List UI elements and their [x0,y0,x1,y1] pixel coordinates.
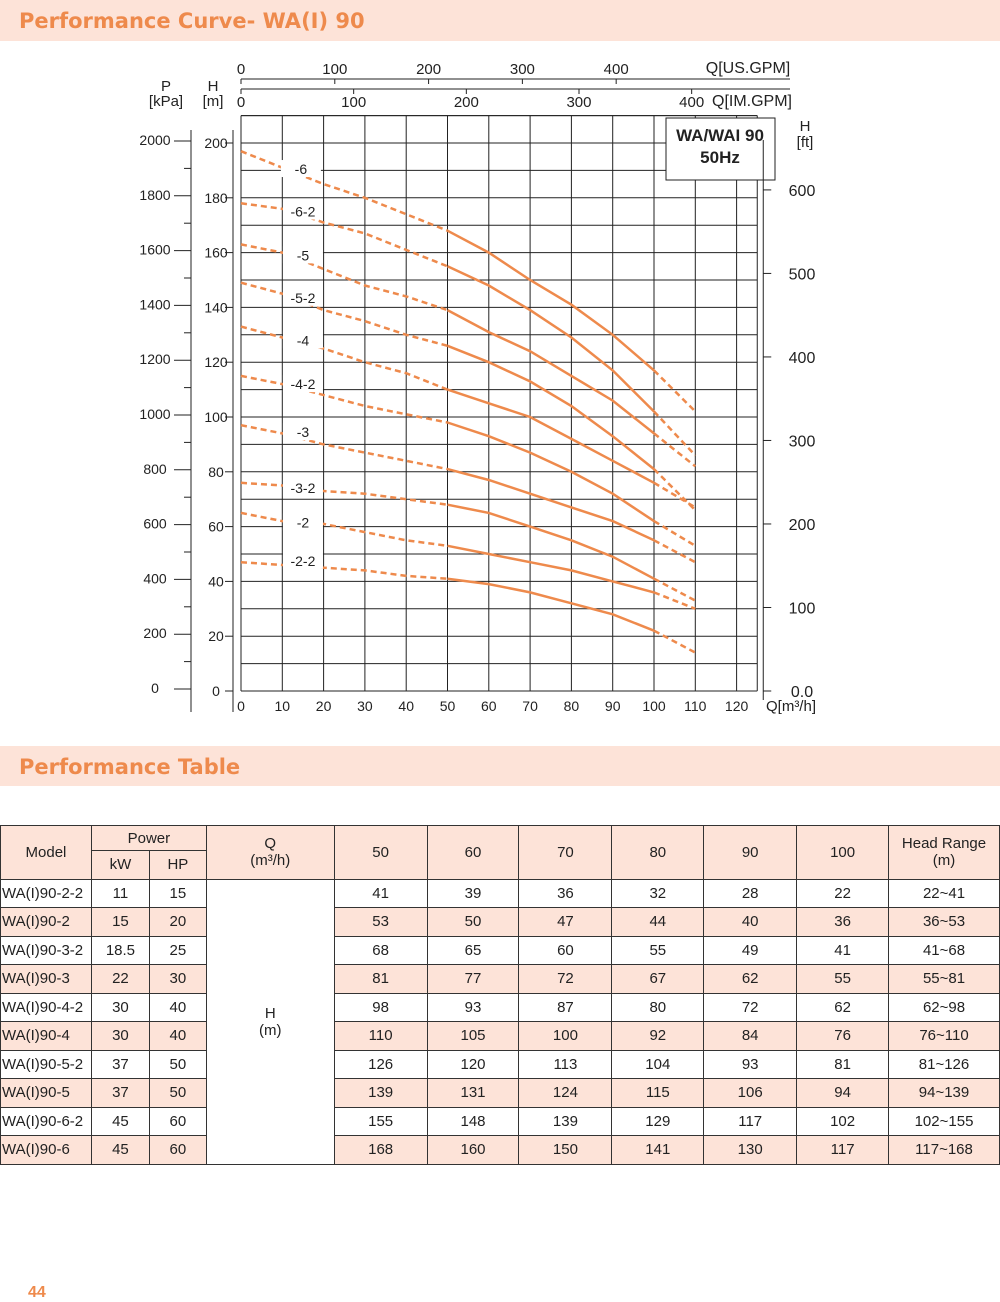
col-header-q-label: Q [207,835,334,852]
m-tick-label: 60 [208,519,224,535]
legend-frequency-label: 50Hz [700,148,740,167]
curve-dashed-start [241,151,448,231]
head-value-cell: 67 [612,965,704,994]
ft-tick-label: 500 [789,266,816,283]
head-value-cell: 60 [519,936,612,965]
m-tick-label: 180 [204,190,228,206]
col-header-q [206,826,334,880]
head-value-cell: 84 [704,1022,797,1051]
col-header-head-range [889,826,1000,880]
curve-dashed-start [241,562,448,579]
kw-cell: 37 [91,1050,149,1079]
col-header-head-range-label: Head Range [889,835,999,852]
imgpm-tick-label: 0 [237,94,245,111]
head-value-cell: 22 [797,879,889,908]
head-value-cell: 148 [427,1107,519,1136]
col-header-flow: 50 [334,826,427,880]
table-row [1,908,1000,937]
x-tick-label: 30 [357,698,373,714]
performance-curve-title: Performance Curve- WA(I) 90 [19,9,365,33]
m-axis-label-bottom: [m] [203,93,224,110]
kpa-tick-label: 2000 [139,132,170,148]
head-value-cell: 72 [519,965,612,994]
head-value-cell: 115 [612,1079,704,1108]
table-row [1,1022,1000,1051]
head-value-cell: 92 [612,1022,704,1051]
curve-dashed-start [241,283,448,346]
head-value-cell: 113 [519,1050,612,1079]
hp-cell: 60 [149,1107,206,1136]
head-value-cell: 36 [519,879,612,908]
m-axis-label-top: H [208,78,219,95]
head-value-cell: 106 [704,1079,797,1108]
col-header-hp: HP [149,851,206,880]
curve-dashed-end [654,483,695,508]
head-value-cell: 80 [612,993,704,1022]
kpa-tick-label: 0 [151,680,159,696]
curve-dashed-start [241,203,448,266]
head-value-cell: 117 [704,1107,797,1136]
kw-cell: 11 [91,879,149,908]
x-tick-label: 60 [481,698,497,714]
curve-label: -6 [295,161,308,177]
head-value-cell: 62 [797,993,889,1022]
m-tick-label: 160 [204,245,228,261]
curve-dashed-start [241,425,448,469]
ft-tick-label: 300 [789,433,816,450]
head-value-cell: 55 [612,936,704,965]
performance-table [0,825,1000,1165]
head-value-cell: 72 [704,993,797,1022]
head-value-cell: 93 [704,1050,797,1079]
kw-cell: 30 [91,1022,149,1051]
curve-dashed-start [241,483,448,505]
imgpm-tick-label: 400 [679,94,704,111]
table-row [1,936,1000,965]
usgpm-tick-label: 100 [322,61,347,78]
head-value-cell: 50 [427,908,519,937]
kpa-tick-label: 600 [143,516,167,532]
table-row [1,965,1000,994]
m-tick-label: 140 [204,299,228,315]
head-range-cell: 22~41 [889,879,1000,908]
performance-table-header [0,746,1000,786]
kpa-axis-label-top: P [161,78,171,95]
usgpm-tick-label: 400 [604,61,629,78]
kpa-axis-label-bottom: [kPa] [149,93,183,110]
curve-dashed-end [654,521,695,546]
model-cell: WA(I)90-2 [1,908,92,937]
hp-cell: 50 [149,1079,206,1108]
curve-label: -2 [297,514,310,530]
head-value-cell: 77 [427,965,519,994]
head-value-cell: 81 [334,965,427,994]
usgpm-tick-label: 0 [237,61,245,78]
curve-dashed-end [654,579,695,601]
head-range-cell: 102~155 [889,1107,1000,1136]
model-cell: WA(I)90-4 [1,1022,92,1051]
hp-cell: 15 [149,879,206,908]
head-value-cell: 65 [427,936,519,965]
x-axis-label: Q[m³/h] [766,698,816,715]
curve-dashed-end [654,540,695,562]
ft-tick-label: 100 [789,600,816,617]
head-value-cell: 150 [519,1136,612,1165]
col-header-flow: 90 [704,826,797,880]
head-value-cell: 62 [704,965,797,994]
curve-solid-section [448,505,655,579]
kpa-tick-label: 400 [143,570,167,586]
head-value-cell: 139 [334,1079,427,1108]
x-tick-label: 50 [440,698,456,714]
head-value-cell: 139 [519,1107,612,1136]
col-header-flow: 60 [427,826,519,880]
imgpm-tick-label: 100 [341,94,366,111]
curve-label: -5 [297,247,310,263]
curve-solid-section [448,390,655,483]
col-header-flow: 70 [519,826,612,880]
model-cell: WA(I)90-6 [1,1136,92,1165]
model-cell: WA(I)90-3-2 [1,936,92,965]
head-value-cell: 160 [427,1136,519,1165]
ft-axis-label-top: H [800,118,811,135]
hp-cell: 40 [149,993,206,1022]
head-value-cell: 40 [704,908,797,937]
head-value-cell: 124 [519,1079,612,1108]
kw-cell: 15 [91,908,149,937]
head-value-cell: 168 [334,1136,427,1165]
head-value-cell: 32 [612,879,704,908]
head-value-cell: 130 [704,1136,797,1165]
hp-cell: 25 [149,936,206,965]
kw-cell: 22 [91,965,149,994]
performance-curve-header [0,0,1000,41]
curve-label: -5-2 [290,290,315,306]
col-header-model: Model [1,826,92,880]
table-row [1,1079,1000,1108]
head-value-cell: 76 [797,1022,889,1051]
head-value-cell: 55 [797,965,889,994]
hp-cell: 20 [149,908,206,937]
head-value-cell: 120 [427,1050,519,1079]
m-tick-label: 0 [212,683,220,699]
ft-tick-label: 600 [789,183,816,200]
kw-cell: 37 [91,1079,149,1108]
col-header-flow: 100 [797,826,889,880]
ft-tick-label: 200 [789,517,816,534]
head-value-cell: 47 [519,908,612,937]
curve-label: -2-2 [290,553,315,569]
model-cell: WA(I)90-4-2 [1,993,92,1022]
col-header-flow: 80 [612,826,704,880]
head-value-cell: 36 [797,908,889,937]
table-row [1,1136,1000,1165]
hp-cell: 60 [149,1136,206,1165]
head-value-cell: 28 [704,879,797,908]
curve-solid-section [448,231,655,371]
m-tick-label: 40 [208,573,224,589]
col-header-power: Power [91,826,206,851]
kpa-tick-label: 1200 [139,351,170,367]
head-value-cell: 110 [334,1022,427,1051]
kpa-tick-label: 200 [143,625,167,641]
head-value-cell: 141 [612,1136,704,1165]
head-value-cell: 105 [427,1022,519,1051]
usgpm-tick-label: 300 [510,61,535,78]
kpa-tick-label: 1600 [139,242,170,258]
model-cell: WA(I)90-5-2 [1,1050,92,1079]
m-tick-label: 80 [208,464,224,480]
usgpm-axis-label: Q[US.GPM] [706,60,790,77]
head-value-cell: 98 [334,993,427,1022]
x-tick-label: 90 [605,698,621,714]
curve-dashed-end [654,592,695,608]
kpa-tick-label: 800 [143,461,167,477]
kpa-tick-label: 1400 [139,296,170,312]
col-header-head-range-unit: (m) [889,852,999,869]
curve-dashed-end [654,631,695,653]
table-row [1,1107,1000,1136]
col-header-q-unit: (m³/h) [207,852,334,869]
curve-label: -3-2 [290,480,315,496]
curve-solid-section [448,310,655,433]
curve-dashed-start [241,327,448,390]
head-range-cell: 76~110 [889,1022,1000,1051]
head-value-cell: 94 [797,1079,889,1108]
curve-label: -4 [297,332,310,348]
model-cell: WA(I)90-2-2 [1,879,92,908]
head-value-cell: 102 [797,1107,889,1136]
hp-cell: 30 [149,965,206,994]
head-value-cell: 100 [519,1022,612,1051]
head-value-cell: 39 [427,879,519,908]
curve-label: -4-2 [290,376,315,392]
head-value-cell: 117 [797,1136,889,1165]
head-range-cell: 94~139 [889,1079,1000,1108]
h-unit-cell [206,879,334,1164]
x-tick-label: 100 [642,698,666,714]
kpa-tick-label: 1800 [139,187,170,203]
table-row [1,1050,1000,1079]
table-row [1,879,1000,908]
curve-label: -6-2 [290,204,315,220]
h-label: H [207,1005,334,1022]
x-tick-label: 120 [725,698,749,714]
x-tick-label: 110 [684,698,707,714]
x-tick-label: 70 [522,698,538,714]
head-range-cell: 62~98 [889,993,1000,1022]
m-tick-label: 100 [204,409,228,425]
hp-cell: 50 [149,1050,206,1079]
curve-dashed-end [654,370,695,411]
curve-dashed-start [241,513,448,546]
col-header-kw: kW [91,851,149,880]
x-tick-label: 80 [564,698,580,714]
m-tick-label: 20 [208,628,224,644]
h-unit: (m) [207,1022,334,1039]
curve-dashed-start [241,376,448,423]
imgpm-tick-label: 200 [454,94,479,111]
kw-cell: 45 [91,1107,149,1136]
head-value-cell: 68 [334,936,427,965]
head-value-cell: 53 [334,908,427,937]
page-number: 44 [28,1284,46,1302]
head-value-cell: 41 [334,879,427,908]
curve-solid-section [448,579,655,631]
model-cell: WA(I)90-6-2 [1,1107,92,1136]
head-value-cell: 81 [797,1050,889,1079]
model-cell: WA(I)90-3 [1,965,92,994]
x-tick-label: 20 [316,698,332,714]
table-row [1,993,1000,1022]
head-value-cell: 155 [334,1107,427,1136]
performance-curve-chart [0,41,1000,731]
kw-cell: 30 [91,993,149,1022]
head-value-cell: 49 [704,936,797,965]
head-range-cell: 41~68 [889,936,1000,965]
chart-grid [241,116,757,691]
head-value-cell: 126 [334,1050,427,1079]
usgpm-tick-label: 200 [416,61,441,78]
hp-cell: 40 [149,1022,206,1051]
head-value-cell: 104 [612,1050,704,1079]
imgpm-tick-label: 300 [566,94,591,111]
head-value-cell: 44 [612,908,704,937]
ft-axis-label-bottom: [ft] [797,134,814,151]
x-tick-label: 40 [398,698,414,714]
imgpm-axis-label: Q[IM.GPM] [712,93,792,110]
curve-label: -3 [297,424,310,440]
performance-table-title: Performance Table [19,755,240,779]
curve-solid-section [448,469,655,540]
head-range-cell: 117~168 [889,1136,1000,1165]
head-value-cell: 93 [427,993,519,1022]
x-tick-label: 0 [237,698,245,714]
pump-curve-6 [241,151,695,411]
model-cell: WA(I)90-5 [1,1079,92,1108]
head-value-cell: 87 [519,993,612,1022]
m-tick-label: 120 [204,354,228,370]
ft-tick-label: 0.0 [791,684,813,701]
head-range-cell: 55~81 [889,965,1000,994]
m-tick-label: 200 [204,135,228,151]
head-value-cell: 41 [797,936,889,965]
x-tick-label: 10 [275,698,291,714]
head-range-cell: 36~53 [889,908,1000,937]
head-value-cell: 131 [427,1079,519,1108]
head-value-cell: 129 [612,1107,704,1136]
legend-model-label: WA/WAI 90 [676,126,764,145]
head-range-cell: 81~126 [889,1050,1000,1079]
kw-cell: 45 [91,1136,149,1165]
curve-solid-section [448,546,655,593]
ft-tick-label: 400 [789,350,816,367]
kpa-tick-label: 1000 [139,406,170,422]
kw-cell: 18.5 [91,936,149,965]
